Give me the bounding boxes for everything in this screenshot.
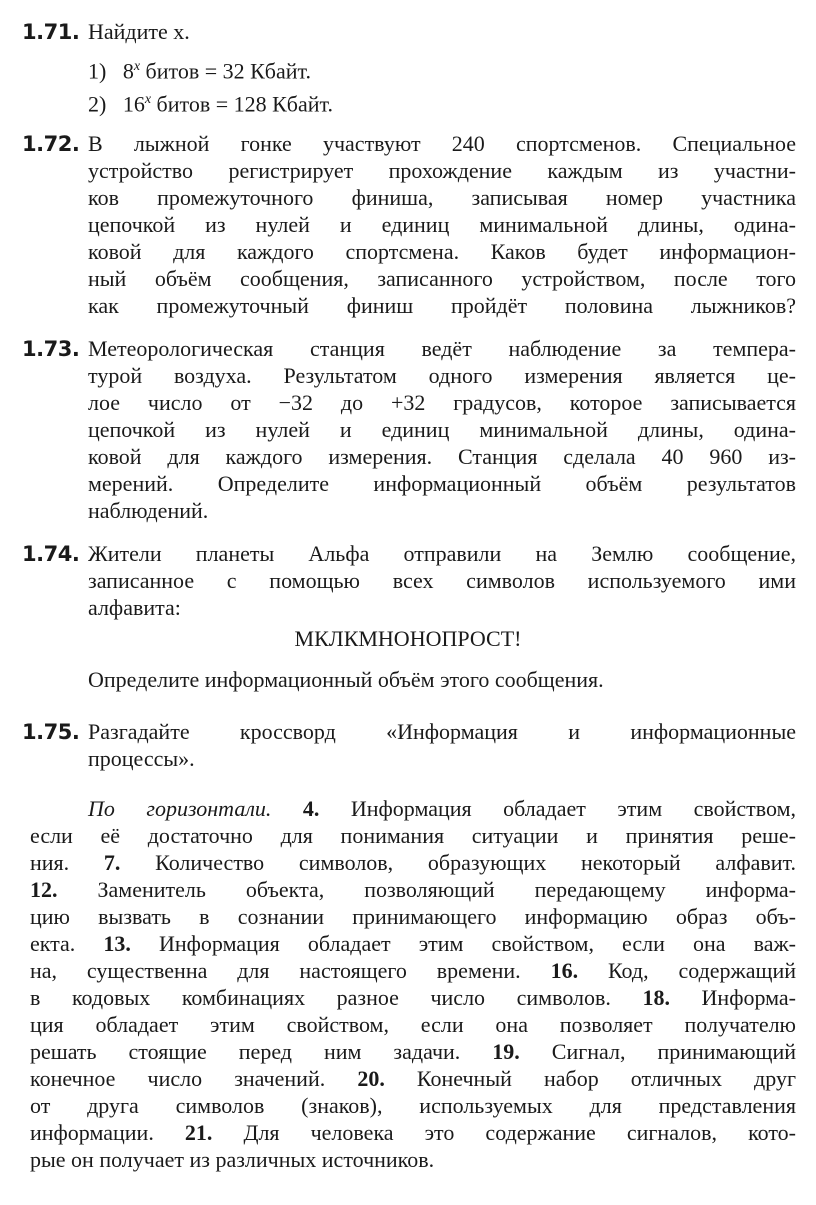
clue-text: Для человека это содержание сигналов, кото-	[212, 1120, 797, 1145]
clue-text: Количество символов, образующих некоторый алфавит.	[120, 850, 796, 875]
question-line: Определите информационный объём этого сообщения.	[88, 667, 604, 692]
alien-message: МКЛКМНОНОПРОСТ!	[294, 626, 522, 651]
clue-line: от друга символов (знаков), используемых для представления	[30, 1093, 796, 1118]
problem-title: Найдите x.	[88, 19, 190, 44]
item-marker: 2)	[88, 91, 107, 117]
problem-number: 1.72.	[22, 132, 80, 156]
text-line: устройство регистрирует прохождение каждым из участни-	[88, 158, 796, 183]
clue-line	[30, 930, 796, 957]
item-exponent: x	[133, 59, 141, 74]
clue-text: Конечный набор отличных друг	[384, 1066, 796, 1091]
clue-text: информации.	[30, 1120, 185, 1145]
clue-number: 12.	[30, 877, 58, 902]
clue-text: екта.	[30, 931, 104, 956]
clue-line	[30, 957, 796, 984]
text-line: В лыжной гонке участвуют 240 спортсменов. Специальное	[88, 131, 796, 156]
clue-line	[30, 984, 796, 1011]
clue-text: конечное число значений.	[30, 1066, 358, 1091]
text-line: Метеорологическая станция ведёт наблюдение за темпера-	[88, 336, 796, 361]
problem-number: 1.73.	[22, 337, 80, 361]
clue-number: 20.	[357, 1066, 385, 1091]
clue-text: в кодовых комбинациях разное число символов.	[30, 985, 643, 1010]
clue-line: рые он получает из различных источников.	[30, 1147, 435, 1172]
item-text: битов = 32 Кбайт.	[140, 58, 311, 84]
clue-number: 18.	[642, 985, 670, 1010]
clue-line	[30, 1065, 796, 1092]
text-line: как промежуточный финиш пройдёт половина лыжников?	[88, 293, 796, 318]
clue-text: на, существенна для настоящего времени.	[30, 958, 551, 983]
text-line: цепочкой из нулей и единиц минимальной длины, одина-	[88, 212, 796, 237]
item-exponent: x	[144, 92, 152, 107]
section-heading: По горизонтали.	[88, 796, 272, 821]
clue-text: Код, содержащий	[578, 958, 796, 983]
item-text: битов = 128 Кбайт.	[151, 91, 333, 117]
clue-number: 19.	[492, 1039, 520, 1064]
clue-line	[30, 1119, 796, 1146]
problem-number: 1.71.	[22, 20, 80, 44]
text-line: ный объём сообщения, записанного устройством, после того	[88, 266, 796, 291]
text-line: цепочкой из нулей и единиц минимальной длины, одина-	[88, 417, 796, 442]
list-item	[88, 86, 333, 117]
text-line: Жители планеты Альфа отправили на Землю сообщение,	[88, 541, 796, 566]
text-line: мерений. Определите информационный объём результатов	[88, 471, 796, 496]
item-base: 8	[122, 58, 134, 84]
text-line: процессы».	[88, 746, 195, 771]
text-line: Разгадайте кроссворд «Информация и информационные	[88, 719, 796, 744]
clue-text: ния.	[30, 850, 104, 875]
clue-number: 16.	[550, 958, 579, 983]
clue-line: если её достаточно для понимания ситуации и принятия реше-	[30, 823, 796, 848]
text-line: ков промежуточного финиша, записывая номер участника	[88, 185, 796, 210]
clue-text: решать стоящие перед ним задачи.	[30, 1039, 493, 1064]
clue-number: 13.	[103, 931, 131, 956]
text-line: наблюдений.	[88, 498, 209, 523]
clue-line: ция обладает этим свойством, если она позволяет получателю	[30, 1012, 796, 1037]
list-item	[88, 53, 311, 84]
clue-line: цию вызвать в сознании принимающего информацию образ объ-	[30, 904, 796, 929]
text-line: записанное с помощью всех символов используемого ими	[88, 568, 796, 593]
text-line: лое число от −32 до +32 градусов, которое записывается	[88, 390, 796, 415]
clue-text: Заменитель объекта, позволяющий передающему информа-	[57, 877, 796, 902]
text-line: ковой для каждого спортсмена. Каков будет информацион-	[88, 239, 796, 264]
clue-text: Сигнал, принимающий	[519, 1039, 796, 1064]
text-line: турой воздуха. Результатом одного измерения является це-	[88, 363, 796, 388]
problem-number: 1.75.	[22, 720, 80, 744]
clue-line	[30, 849, 796, 876]
clue-number: 4.	[302, 796, 320, 821]
item-base: 16	[122, 91, 145, 117]
clue-line	[30, 1038, 796, 1065]
clue-line	[88, 795, 796, 822]
clue-text: Информа-	[669, 985, 796, 1010]
clue-number: 21.	[184, 1120, 213, 1145]
clue-text: Информация обладает этим свойством,	[319, 796, 796, 821]
text-line: ковой для каждого измерения. Станция сделала 40 960 из-	[88, 444, 796, 469]
item-marker: 1)	[88, 58, 107, 84]
clue-number: 7.	[103, 850, 121, 875]
problem-number: 1.74.	[22, 542, 80, 566]
clue-line	[30, 876, 796, 903]
clue-text: Информация обладает этим свойством, если она важ-	[130, 931, 796, 956]
text-line: алфавита:	[88, 595, 181, 620]
